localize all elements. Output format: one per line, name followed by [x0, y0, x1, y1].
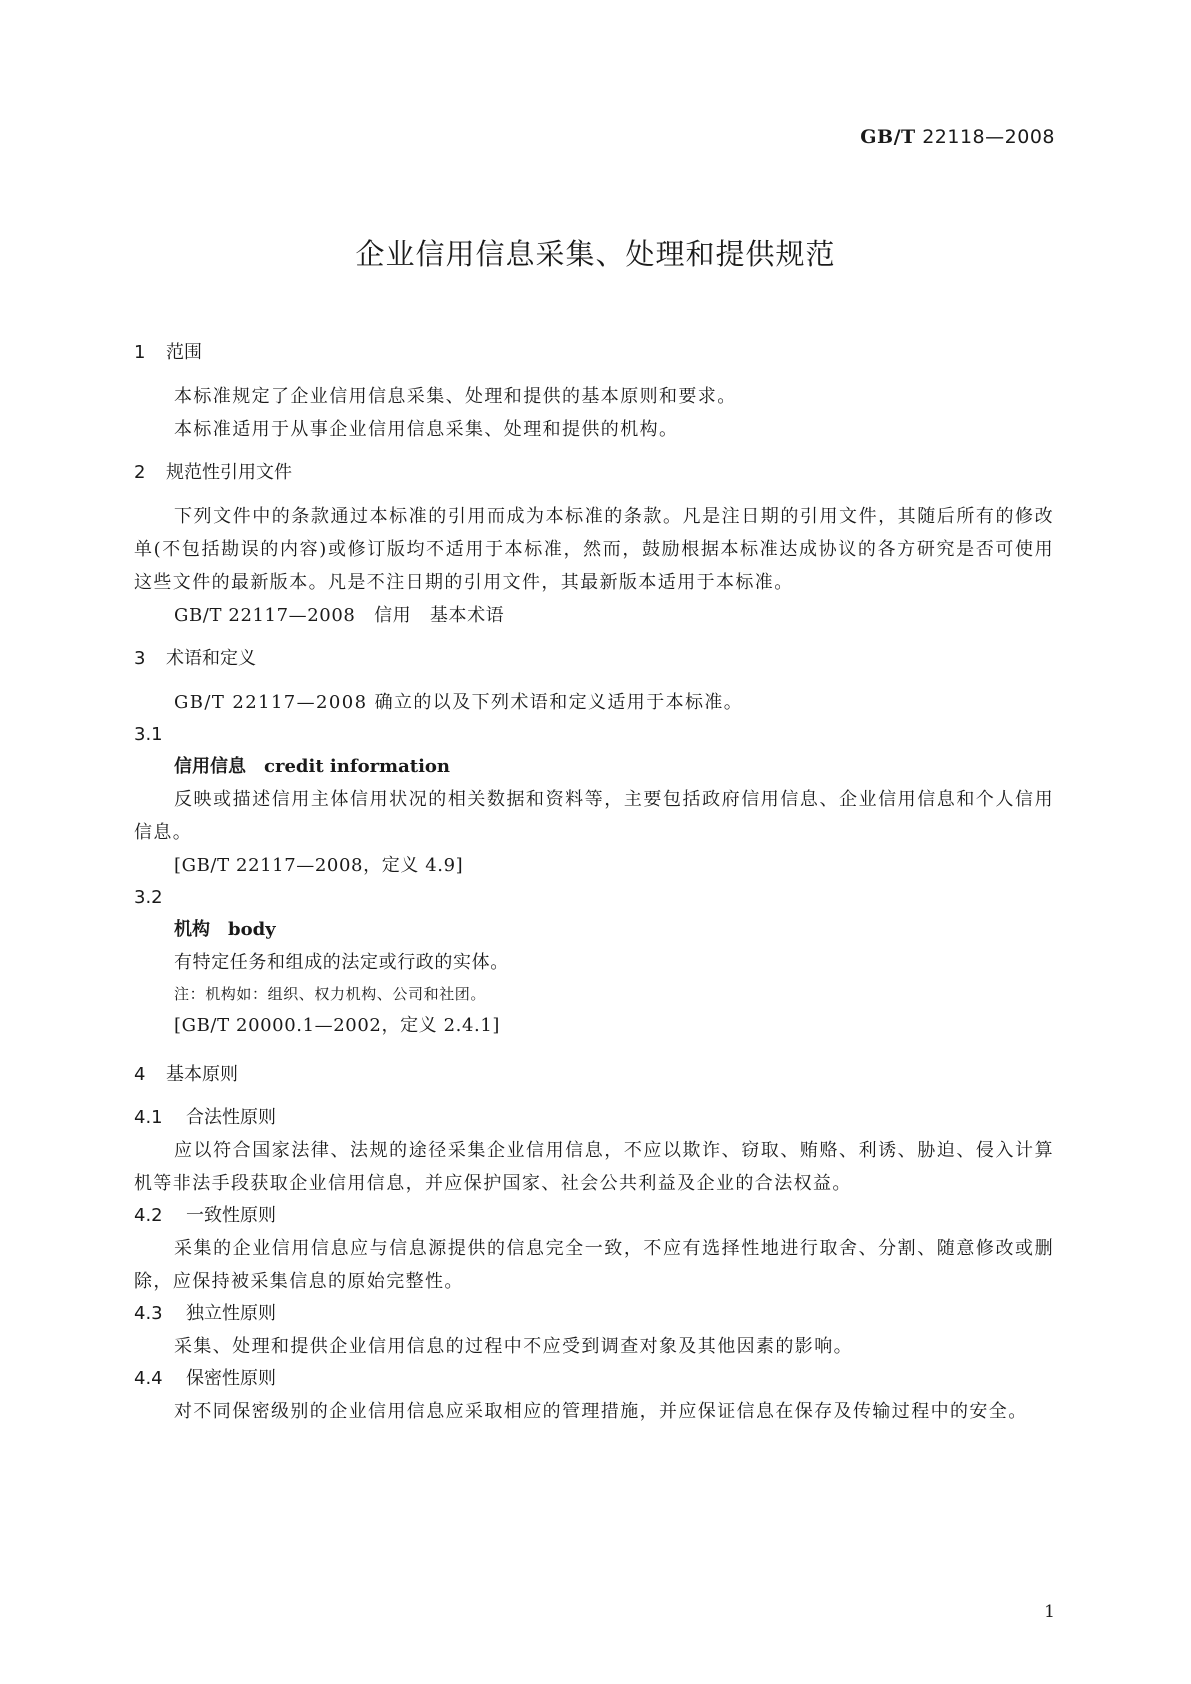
normative-reference: GB/T 22117—2008 信用 基本术语 [174, 605, 505, 626]
standard-code-prefix: GB/T [860, 126, 916, 148]
section-2-heading [134, 458, 1054, 488]
term-english: credit information [264, 756, 451, 777]
term-definition: 有特定任务和组成的法定或行政的实体。 [174, 952, 509, 973]
paragraph: 采集的企业信用信息应与信息源提供的信息完全一致，不应有选择性地进行取舍、分割、随意修改或删除，应保持被采集信息的原始完整性。 [134, 1238, 1054, 1292]
section-4-heading [134, 1060, 1054, 1090]
term-definition: 反映或描述信用主体信用状况的相关数据和资料等，主要包括政府信用信息、企业信用信息和个人信用信息。 [134, 789, 1054, 843]
section-title: 术语和定义 [166, 648, 256, 669]
term-source: [GB/T 20000.1—2002，定义 2.4.1] [174, 1015, 501, 1036]
page-number: 1 [1044, 1602, 1055, 1622]
subsection-number: 4.3 [134, 1303, 163, 1324]
subsection-title: 一致性原则 [186, 1205, 276, 1226]
section-title: 规范性引用文件 [166, 462, 292, 483]
section-title: 范围 [166, 342, 202, 363]
section-number: 1 [134, 342, 146, 363]
section-1-heading [134, 338, 1054, 368]
section-number: 2 [134, 462, 146, 483]
subsection-number: 4.1 [134, 1107, 163, 1128]
paragraph: GB/T 22117—2008 确立的以及下列术语和定义适用于本标准。 [174, 692, 744, 713]
document-title: 企业信用信息采集、处理和提供规范 [355, 237, 836, 271]
standard-code [860, 126, 1055, 148]
term-entry [134, 914, 1054, 946]
paragraph: 对不同保密级别的企业信用信息应采取相应的管理措施，并应保证信息在保存及传输过程中的安全。 [174, 1401, 1028, 1422]
paragraph: 本标准适用于从事企业信用信息采集、处理和提供的机构。 [174, 419, 679, 440]
term-english: body [228, 919, 276, 940]
paragraph: 应以符合国家法律、法规的途径采集企业信用信息，不应以欺诈、窃取、贿赂、利诱、胁迫、侵入计算机等非法手段获取企业信用信息，并应保护国家、社会公共利益及企业的合法权益。 [134, 1140, 1054, 1194]
section-3-heading [134, 644, 1054, 674]
subsection-title: 保密性原则 [186, 1368, 276, 1389]
paragraph: 采集、处理和提供企业信用信息的过程中不应受到调查对象及其他因素的影响。 [174, 1336, 853, 1357]
subsection-heading [134, 1200, 1054, 1232]
standard-code-number: 22118—2008 [922, 126, 1055, 148]
paragraph: 本标准规定了企业信用信息采集、处理和提供的基本原则和要求。 [174, 386, 737, 407]
term-chinese: 信用信息 [174, 756, 246, 777]
subsection-heading [134, 1102, 1054, 1134]
subsection-heading [134, 1363, 1054, 1395]
subsection-number: 4.2 [134, 1205, 163, 1226]
subsection-heading [134, 1298, 1054, 1330]
term-source: [GB/T 22117—2008，定义 4.9] [174, 855, 464, 876]
section-title: 基本原则 [166, 1064, 238, 1085]
term-note: 注：机构如：组织、权力机构、公司和社团。 [174, 985, 487, 1003]
subsection-title: 合法性原则 [186, 1107, 276, 1128]
term-chinese: 机构 [174, 919, 210, 940]
section-number: 3 [134, 648, 146, 669]
document-body [134, 338, 1054, 1428]
term-entry [134, 751, 1054, 783]
section-number: 4 [134, 1064, 146, 1085]
subsection-title: 独立性原则 [186, 1303, 276, 1324]
paragraph: 下列文件中的条款通过本标准的引用而成为本标准的条款。凡是注日期的引用文件，其随后所有的修改单(不包括勘误的内容)或修订版均不适用于本标准，然而，鼓励根据本标准达成协议的各方研究是否可使用这些文件的最新版本。凡是不注日期的引用文件，其最新版本适用于本标准。 [134, 506, 1054, 593]
term-number: 3.2 [134, 887, 163, 908]
subsection-number: 4.4 [134, 1368, 163, 1389]
term-number: 3.1 [134, 724, 163, 745]
